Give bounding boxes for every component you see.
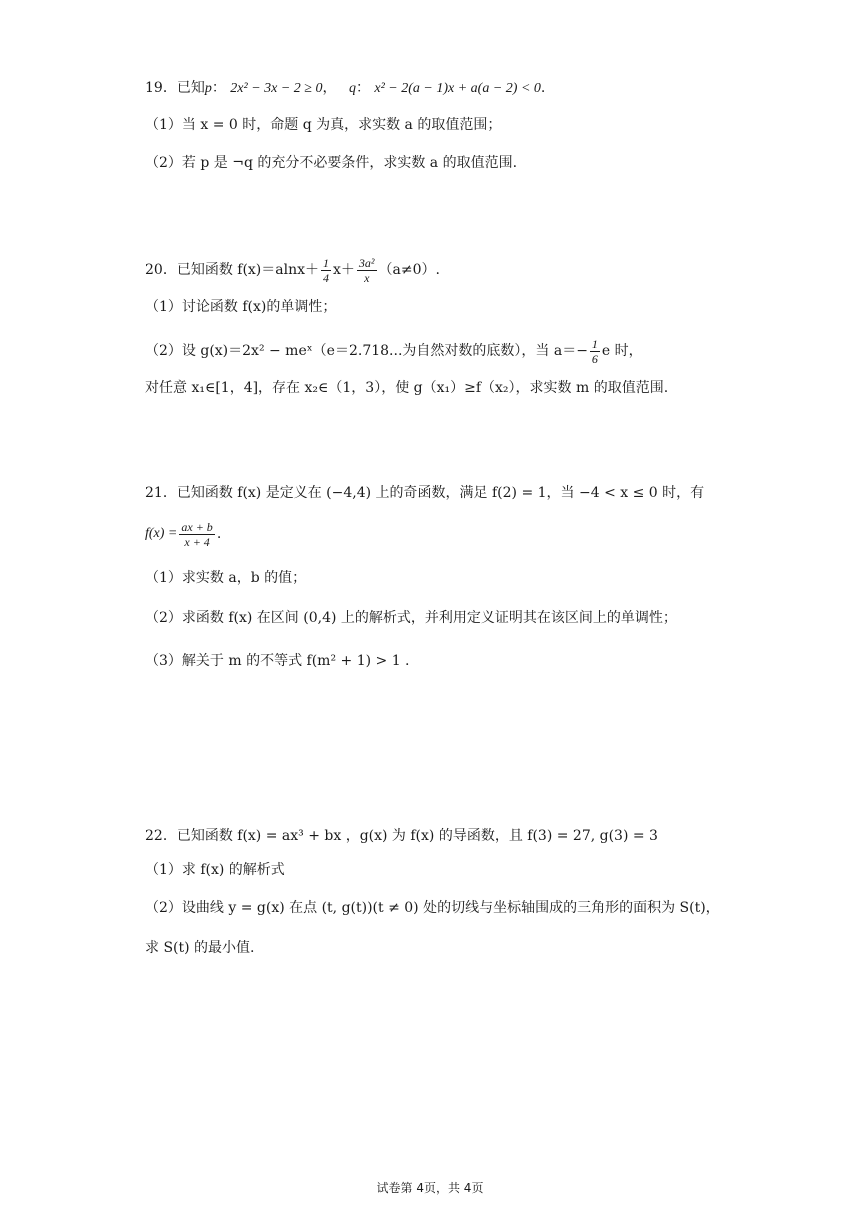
q21-part1: （1）求实数 a，b 的值； — [145, 570, 307, 586]
q21-f-end: . — [216, 526, 222, 542]
q19-p-expression: 2x² − 3x − 2 ≥ 0 — [230, 81, 323, 96]
q22-part2-line2: 求 S(t) 的最小值. — [145, 940, 255, 956]
q21-f-prefix: f(x) = — [145, 526, 178, 541]
q19-q-var: q — [348, 81, 356, 96]
q20-part1: （1）讨论函数 f(x)的单调性； — [145, 299, 337, 315]
q22-part1: （1）求 f(x) 的解析式 — [145, 862, 285, 878]
q19-stem — [145, 78, 545, 99]
q21-frac-numerator: ax + b — [181, 519, 213, 534]
q20-stem — [145, 255, 440, 285]
q19-q-colon: ： — [355, 80, 370, 96]
q21-stem: 21．已知函数 f(x) 是定义在 (−4,4) 上的奇函数，满足 f(2) = 1，当 −4 < x ≤ 0 时，有 — [145, 485, 705, 501]
q20-part2 — [145, 336, 643, 366]
q20-stem-prefix: 20．已知函数 f(x)＝alnx＋ — [145, 262, 320, 278]
q22-stem: 22．已知函数 f(x) = ax³ + bx ，g(x) 为 f(x) 的导函数，且 f(3) = 27, g(3) = 3 — [145, 828, 658, 844]
q20-part2-suffix: e 时， — [601, 343, 643, 359]
q20-fraction-1-4 — [321, 256, 331, 285]
q20-frac1-numerator: 1 — [323, 255, 330, 270]
q21-fraction — [179, 520, 214, 549]
q20-frac2-denominator: x — [364, 270, 370, 285]
q19-comma: ， — [322, 80, 337, 96]
q21-frac-denominator: x + 4 — [184, 534, 210, 549]
q20-stem-end: （a≠0）. — [378, 262, 440, 278]
q19-part1: （1）当 x = 0 时，命题 q 为真，求实数 a 的取值范围； — [145, 117, 502, 133]
q20-part2-line2: 对任意 x₁∈[1，4]，存在 x₂∈（1，3），使 g（x₁）≥f（x₂），求实数 m 的取值范围. — [145, 380, 669, 396]
q20-frac2-numerator: 3a² — [358, 255, 375, 270]
q20-fraction-3a2-x — [357, 256, 377, 285]
q19-part2: （2）若 p 是 ¬q 的充分不必要条件，求实数 a 的取值范围. — [145, 155, 518, 171]
q19-number: 19．已知 — [145, 80, 205, 96]
q21-part3: （3）解关于 m 的不等式 f(m² + 1) > 1 . — [145, 653, 410, 669]
q20-frac3-denominator: 6 — [591, 351, 598, 366]
q20-fraction-1-6 — [590, 337, 600, 366]
q20-part2-prefix: （2）设 g(x)＝2x² − meˣ（e＝2.718...为自然对数的底数），当 a＝− — [145, 343, 588, 359]
page-footer: 试卷第 4页，共 4页 — [376, 1181, 484, 1195]
q19-period: . — [540, 80, 546, 96]
q21-part2: （2）求函数 f(x) 在区间 (0,4) 上的解析式，并利用定义证明其在该区间上的单调性； — [145, 610, 677, 626]
q20-frac1-denominator: 4 — [323, 270, 330, 285]
q22-part2: （2）设曲线 y = g(x) 在点 (t, g(t))(t ≠ 0) 处的切线与坐标轴围成的三角形的面积为 S(t)， — [145, 900, 720, 916]
q19-q-expression: x² − 2(a − 1)x + a(a − 2) < 0 — [374, 81, 541, 96]
q20-stem-mid: x＋ — [333, 262, 355, 278]
q21-formula — [145, 516, 221, 551]
q19-p-colon: ： — [211, 80, 226, 96]
q19-p-var: p — [204, 81, 212, 96]
q20-frac3-numerator: 1 — [591, 336, 598, 351]
